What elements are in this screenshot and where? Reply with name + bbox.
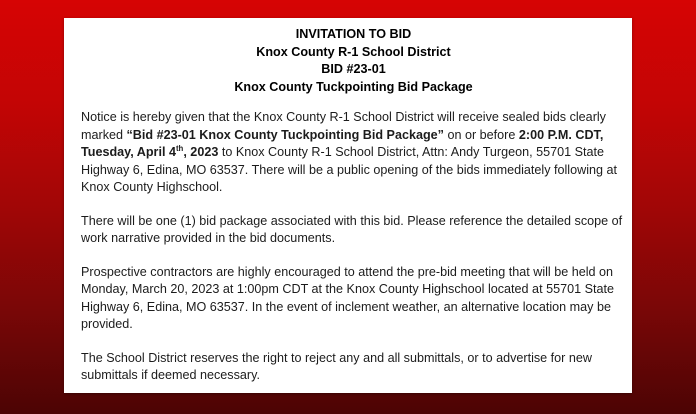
text-run: The School District reserves the right to reject any and all submittals, or to advertise for new submittals if deemed necessary. bbox=[81, 350, 592, 382]
text-run: “Bid #23-01 Knox County Tuckpointing Bid Package” bbox=[126, 127, 444, 142]
bid-package-name: Knox County Tuckpointing Bid Package bbox=[234, 79, 473, 94]
text-run: to Knox County R-1 School District, Attn: Andy Turgeon, 55701 State Highway 6, Edina, MO 63537. There will be a public opening of the bids immediately following at Knox County Highschool. bbox=[81, 145, 618, 194]
paragraph-notice bbox=[81, 109, 626, 197]
text-run: There will be one (1) bid package associated with this bid. Please reference the detailed scope of work narrative provided in the bid documents. bbox=[81, 213, 623, 245]
text-run: on or before bbox=[443, 127, 519, 142]
paragraph-rejection-rights bbox=[81, 350, 626, 385]
text-run: 2:00 P.M. CDT, Tuesday, April 4 bbox=[81, 127, 604, 159]
document-title: INVITATION TO BID bbox=[295, 27, 412, 41]
text-run: Notice is hereby given that the Knox County R-1 School District will receive sealed bids clearly marked bbox=[81, 110, 606, 142]
document-body bbox=[81, 109, 626, 385]
paragraph-prebid-meeting bbox=[81, 264, 626, 334]
text-run: , 2023 bbox=[183, 145, 219, 159]
document-header bbox=[81, 26, 626, 96]
bid-invitation-document bbox=[64, 18, 632, 393]
bid-number: BID #23-01 bbox=[321, 62, 386, 76]
text-run: th bbox=[175, 143, 184, 153]
district-name: Knox County R-1 School District bbox=[256, 44, 451, 59]
paragraph-bid-package-info bbox=[81, 213, 626, 248]
text-run: Prospective contractors are highly encouraged to attend the pre-bid meeting that will be held on Monday, March 20, 2023 at 1:00pm CDT at the Knox County Highschool located at 55701 State Highway 6, Edina, MO 63537. In the event of inclement weather, an alternative location may be provided. bbox=[81, 264, 614, 331]
